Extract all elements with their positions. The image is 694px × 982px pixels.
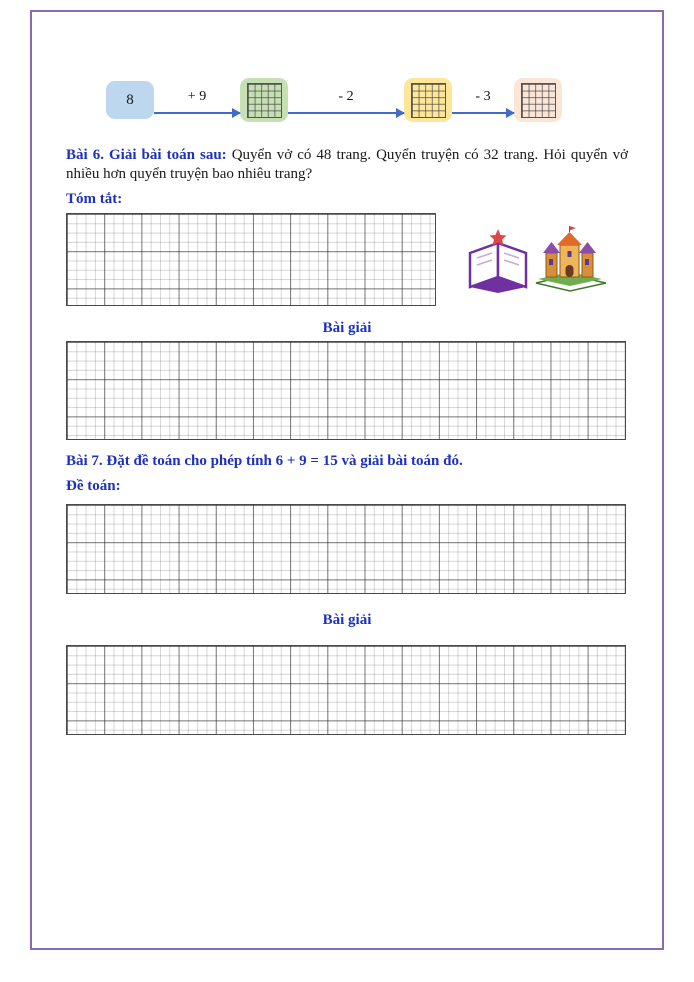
arrow-icon (154, 112, 240, 114)
bai-giai-7-writing-grid (66, 645, 626, 735)
operation-label-1: + 9 (187, 88, 207, 104)
operation-label-3: - 3 (475, 88, 491, 104)
prompt-label: Đề toán: (66, 478, 121, 494)
problem-6-heading: Bài 6. Giải bài toán sau: (66, 147, 227, 163)
chain-answer-box-3 (514, 78, 562, 122)
arrow-icon (288, 112, 404, 114)
page-border (30, 10, 664, 950)
chain-answer-box-1 (240, 78, 288, 122)
tom-tat-writing-grid (66, 213, 436, 306)
chain-step-2 (288, 87, 404, 114)
operation-label-2: - 2 (338, 88, 354, 104)
de-toan-writing-grid (66, 504, 626, 594)
chain-step-3 (452, 87, 514, 114)
book-and-castle-clipart (464, 223, 614, 297)
chain-step-1 (154, 87, 240, 114)
chain-answer-box-2 (404, 78, 452, 122)
problem-6-body: Quyển vở có 48 trang. Quyển truyện có 32 trang. Hỏi quyển vở nhiều hơn quyển truyện bao nhiêu trang? (66, 147, 629, 182)
summary-label: Tóm tắt: (66, 191, 123, 207)
answer-grid-icon (247, 83, 282, 118)
bai-giai-6-writing-grid (66, 341, 626, 440)
arrow-icon (452, 112, 514, 114)
answer-grid-icon (521, 83, 556, 118)
solution-heading-6: Bài giải (322, 320, 372, 336)
answer-grid-icon (411, 83, 446, 118)
chain-start-box: 8 (106, 81, 154, 119)
problem-6-paragraph (66, 146, 628, 184)
problem-7-heading: Bài 7. Đặt đề toán cho phép tính 6 + 9 = 15 và giải bài toán đó. (66, 453, 463, 469)
summary-row (66, 213, 628, 306)
solution-heading-7: Bài giải (322, 612, 372, 628)
number-chain (106, 72, 628, 128)
